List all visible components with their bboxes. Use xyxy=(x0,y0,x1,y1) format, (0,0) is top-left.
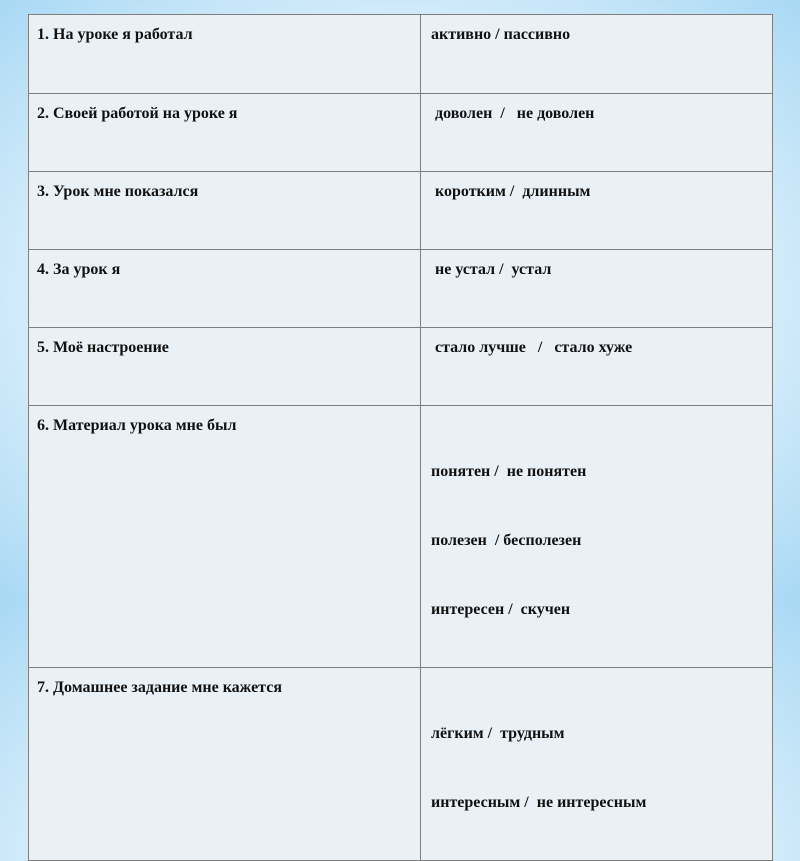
answer-text: понятен / не понятен xyxy=(431,463,587,480)
answer-text: активно / пассивно xyxy=(431,26,571,43)
question-text: 6. Материал урока мне был xyxy=(37,417,237,434)
question-text: 3. Урок мне показался xyxy=(37,183,199,200)
answer-cell xyxy=(421,15,773,94)
answer-cell xyxy=(421,668,773,861)
table-row xyxy=(29,668,773,861)
question-cell xyxy=(29,406,421,668)
reflection-table xyxy=(28,14,773,861)
question-text: 2. Своей работой на уроке я xyxy=(37,105,238,122)
question-cell xyxy=(29,328,421,406)
answer-text: полезен / бесполезен xyxy=(431,532,582,549)
table-row xyxy=(29,328,773,406)
question-cell xyxy=(29,250,421,328)
answer-text: интересным / не интересным xyxy=(431,794,647,811)
question-cell xyxy=(29,668,421,861)
answer-cell xyxy=(421,250,773,328)
table-row xyxy=(29,94,773,172)
question-text: 1. На уроке я работал xyxy=(37,26,193,43)
answer-cell xyxy=(421,328,773,406)
answer-text: коротким / длинным xyxy=(431,183,591,200)
answer-text: стало лучше / стало хуже xyxy=(431,339,633,356)
table-row xyxy=(29,406,773,668)
answer-text: лёгким / трудным xyxy=(431,725,565,742)
answer-cell xyxy=(421,94,773,172)
table-row xyxy=(29,15,773,94)
answer-text: не устал / устал xyxy=(431,261,552,278)
answer-text: интересен / скучен xyxy=(431,601,571,618)
answer-cell xyxy=(421,406,773,668)
table-row xyxy=(29,250,773,328)
question-cell xyxy=(29,15,421,94)
question-text: 4. За урок я xyxy=(37,261,121,278)
question-text: 5. Моё настроение xyxy=(37,339,169,356)
question-cell xyxy=(29,94,421,172)
answer-text: доволен / не доволен xyxy=(431,105,595,122)
question-cell xyxy=(29,172,421,250)
table-row xyxy=(29,172,773,250)
answer-cell xyxy=(421,172,773,250)
question-text: 7. Домашнее задание мне кажется xyxy=(37,679,282,696)
